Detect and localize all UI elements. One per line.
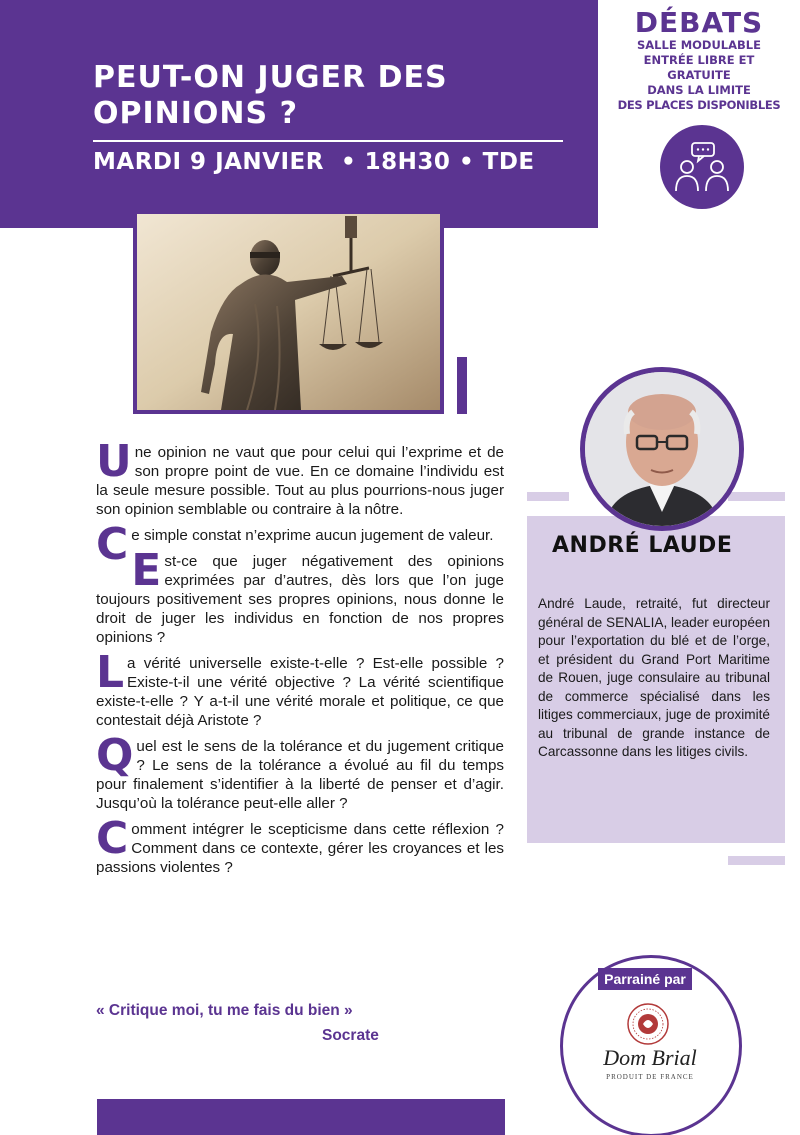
event-date: MARDI 9 JANVIER • 18H30 • TDE: [93, 149, 535, 175]
quote-text: « Critique moi, tu me fais du bien »: [96, 1002, 353, 1019]
discussion-icon: [660, 125, 744, 209]
event-info: [608, 8, 790, 113]
speaker-name: ANDRÉ LAUDE: [552, 533, 733, 558]
speaker-portrait: [580, 367, 744, 531]
event-info-line: SALLE MODULABLE: [637, 38, 761, 52]
speaker-bio: André Laude, retraité, fut directeur général de SENALIA, leader européen pour l’exportation du blé et de l’orge, et président du Grand Port Maritime de Rouen, juge consulaire au tribunal de commerce spécialisé dans les litiges commerciaux, juge de proximité au tribunal de grande instance de Carcassonne dans les litiges civils.: [538, 596, 771, 759]
event-info-line: GRATUITE: [667, 68, 731, 82]
article-paragraph: Comment intégrer le scepticisme dans cette réflexion ? Comment dans ce contexte, gérer les croyances et les passions violentes ?: [96, 813, 504, 876]
event-category: DÉBATS: [634, 6, 764, 39]
footer-band: [97, 1099, 505, 1135]
article-paragraph: Ce simple constat n’exprime aucun jugement de valeur.: [96, 519, 494, 570]
sponsor-label: Parrainé par: [598, 968, 692, 990]
sponsor-logo-icon: [626, 1002, 670, 1046]
sponsor-brand: Dom Brial: [603, 1045, 697, 1070]
event-info-line: ENTRÉE LIBRE ET: [643, 53, 755, 67]
event-info-line: DES PLACES DISPONIBLES: [617, 98, 781, 112]
article-paragraph: Quel est le sens de la tolérance et du jugement critique ? Le sens de la tolérance a évolué au fil du temps pour finalement s’identifier à la liberté de penser et d’agir. Jusqu’où la tolérance peut-elle aller ?: [96, 730, 504, 812]
article-paragraph: Une opinion ne vaut que pour celui qui l’exprime et de son propre point de vue. En ce domaine l’individu est la seule mesure possible. Tout au plus pourrions-nous juger son opinion semblable ou contraire à la nôtre.: [96, 436, 504, 518]
article-paragraph: Est-ce que juger négativement des opinions exprimées par d’autres, dès lors que l’on juge toujours positivement ses propres opinions, nous donne le droit de juger les individus en fonction de nos propres opinions ?: [96, 545, 504, 646]
sponsor-brand-subtitle: PRODUIT DE FRANCE: [606, 1073, 694, 1081]
decorative-bar: [728, 856, 785, 865]
event-info-line: DANS LA LIMITE: [647, 83, 751, 97]
decorative-bar: [728, 492, 785, 501]
title-divider: [93, 140, 563, 142]
justice-statue-photo: [133, 210, 444, 414]
article-paragraph: La vérité universelle existe-t-elle ? Est-elle possible ? Existe-t-il une vérité objective ? La vérité scientifique existe-t-elle ? Y a-t-il une vérité morale et politique, ce que contestait déjà Aristote ?: [96, 647, 504, 729]
decorative-bar: [527, 492, 569, 501]
accent-bar: [457, 357, 467, 414]
article-body: [96, 436, 504, 884]
page-title: PEUT-ON JUGER DES OPINIONS ?: [93, 60, 448, 131]
quote-author: Socrate: [322, 1027, 379, 1044]
